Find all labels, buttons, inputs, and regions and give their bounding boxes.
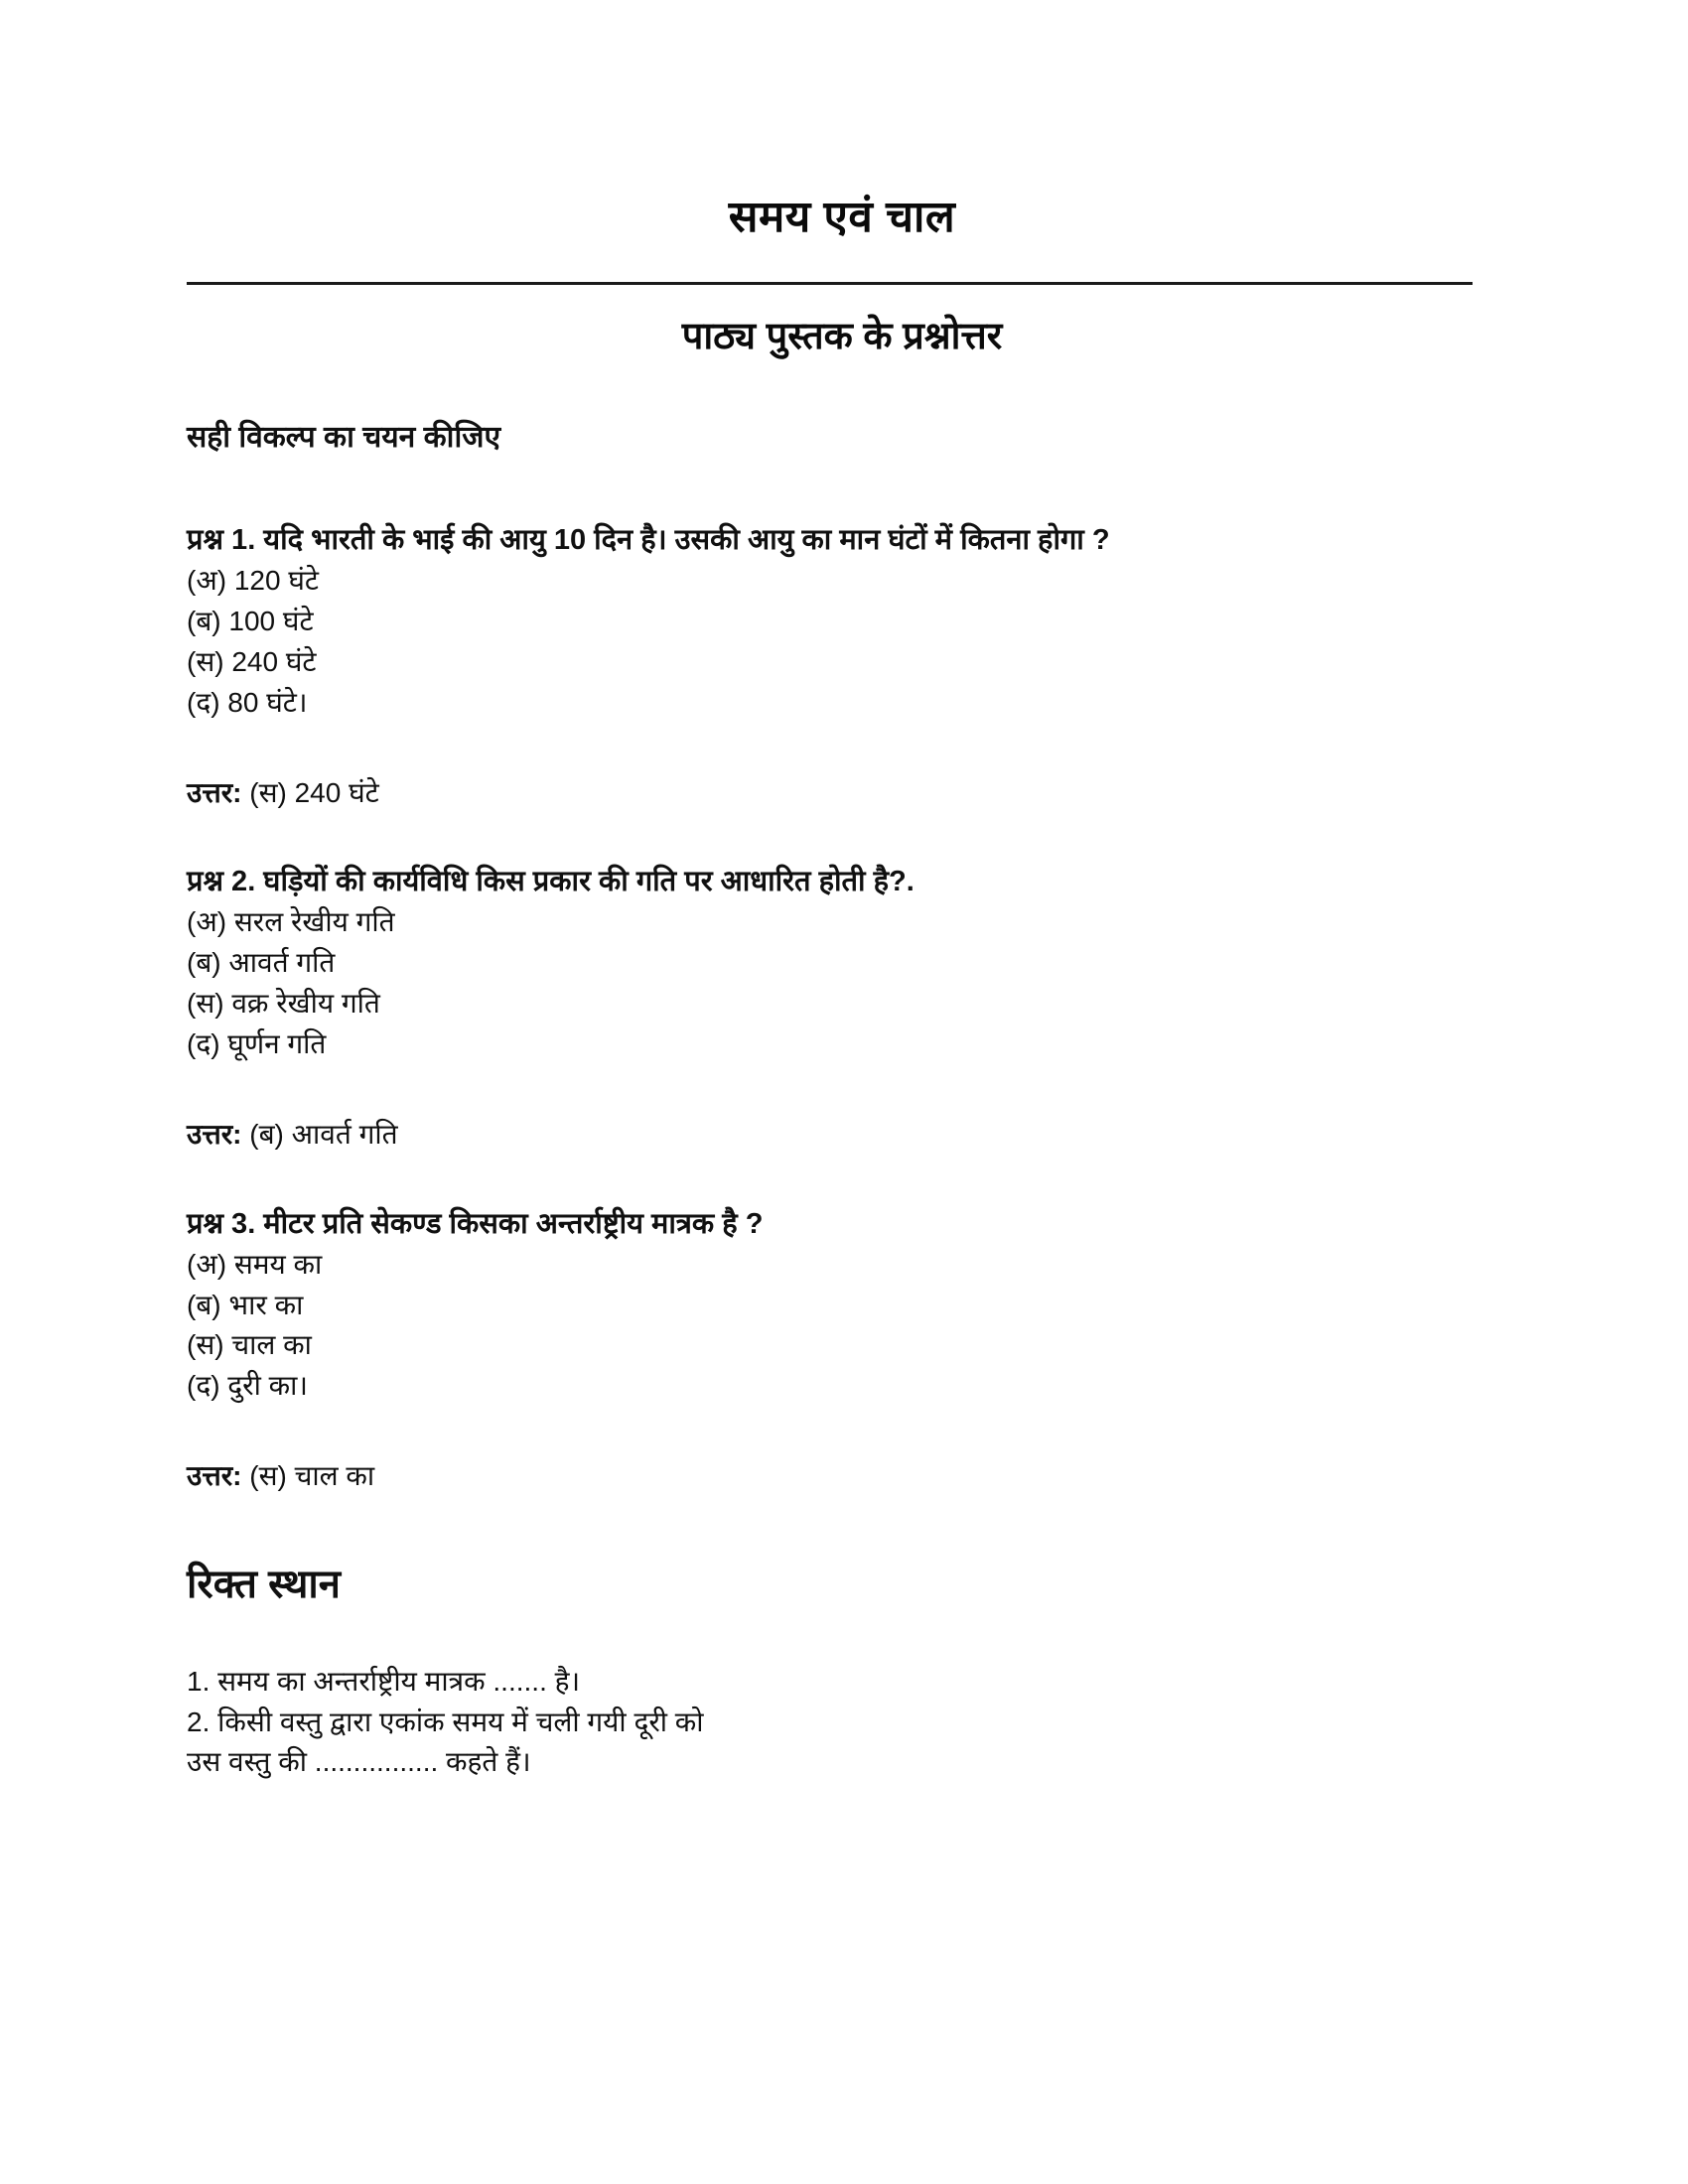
option-item[interactable]: (द) घूर्णन गति — [187, 1028, 327, 1060]
option-item[interactable]: (अ) समय का — [187, 1248, 323, 1280]
question-text: प्रश्न 1. यदि भारती के भाई की आयु 10 दिन है। उसकी आयु का मान घंटों में कितना होगा ? — [187, 524, 1110, 557]
option-list — [187, 1245, 1497, 1408]
blank-item — [187, 1662, 1497, 1703]
option-item[interactable]: (स) वक्र रेखीय गति — [187, 988, 380, 1020]
answer-label: उत्तर: — [187, 776, 242, 808]
answer-label: उत्तर: — [187, 1118, 242, 1150]
question-block — [187, 457, 1497, 813]
document-subtitle: पाठ्य पुस्तक के प्रश्नोत्तर — [681, 315, 1003, 357]
answer-value: (ब) आवर्त गति — [241, 1118, 398, 1150]
option-item[interactable]: (स) 240 घंटे — [187, 646, 317, 678]
option-item[interactable]: (ब) 100 घंटे — [187, 606, 314, 637]
question-text: प्रश्न 2. घड़ियों की कार्यविधि किस प्रकार की गति पर आधारित होती है?. — [187, 866, 914, 898]
question-block — [187, 813, 1497, 1155]
answer-line — [187, 1065, 1497, 1156]
option-item[interactable]: (अ) सरल रेखीय गति — [187, 906, 395, 938]
blank-text-line: 1. समय का अन्तर्राष्ट्रीय मात्रक ....... है। — [187, 1665, 581, 1697]
option-item[interactable]: (ब) आवर्त गति — [187, 947, 336, 979]
option-item[interactable]: (अ) 120 घंटे — [187, 565, 319, 597]
page-title: समय एवं चाल — [728, 193, 956, 241]
mcq-instruction: सही विकल्प का चयन कीजिए — [187, 421, 501, 455]
answer-label: उत्तर: — [187, 1460, 242, 1492]
option-item[interactable]: (ब) भार का — [187, 1289, 304, 1320]
option-item[interactable]: (द) दुरी का। — [187, 1370, 309, 1402]
option-list — [187, 561, 1497, 724]
answer-line — [187, 1407, 1497, 1497]
question-text: प्रश्न 3. मीटर प्रति सेकण्ड किसका अन्तर्राष्ट्रीय मात्रक है ? — [187, 1207, 764, 1240]
blank-item — [187, 1703, 1497, 1784]
answer-value: (स) 240 घंटे — [241, 776, 379, 808]
blank-text-line: उस वस्तु की ................ कहते हैं। — [187, 1746, 531, 1778]
blanks-list — [187, 1610, 1497, 1784]
option-item[interactable]: (स) चाल का — [187, 1329, 312, 1361]
answer-value: (स) चाल का — [241, 1460, 375, 1492]
document-content — [187, 0, 1497, 1783]
option-list — [187, 902, 1497, 1065]
answer-line — [187, 724, 1497, 814]
question-block — [187, 1156, 1497, 1497]
blanks-section-heading: रिक्त स्थान — [187, 1562, 341, 1606]
option-item[interactable]: (द) 80 घंटे। — [187, 686, 308, 718]
blank-text-line: 2. किसी वस्तु द्वारा एकांक समय में चली गयी दूरी को — [187, 1706, 704, 1737]
